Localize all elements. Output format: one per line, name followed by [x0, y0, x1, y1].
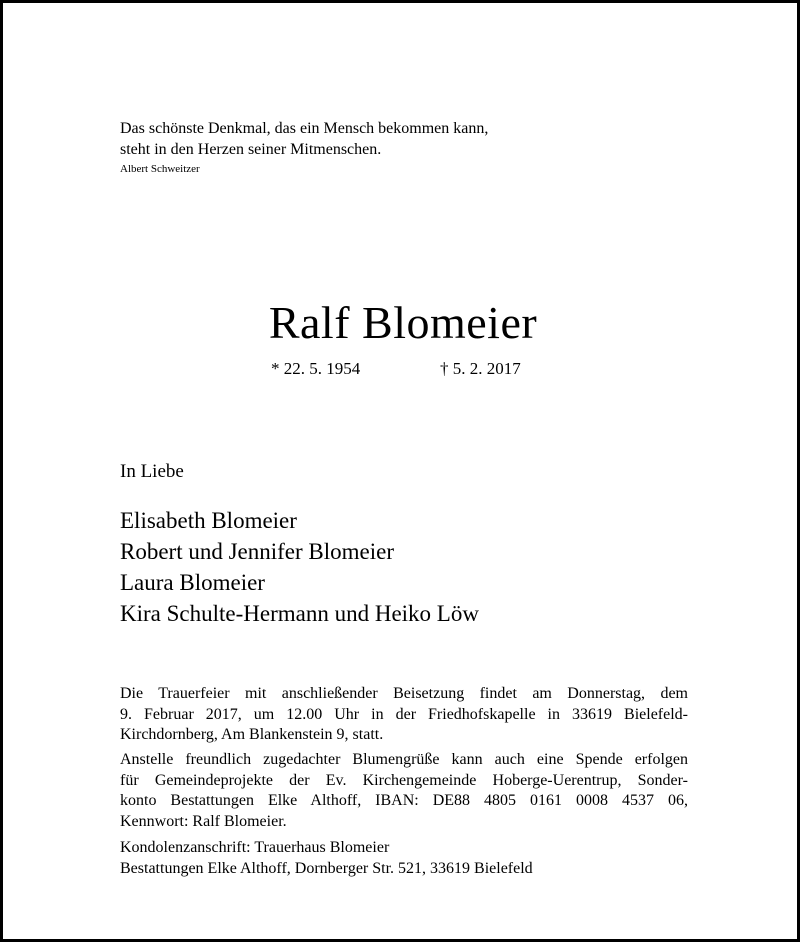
funeral-notice	[120, 684, 688, 746]
donation-notice-line: für Gemeindeprojekte der Ev. Kirchengemeinde Hoberge-Uerentrup, Sonder-	[120, 771, 688, 789]
quote-line: Das schönste Denkmal, das ein Mensch bekommen kann,	[120, 120, 489, 137]
mourners-list	[120, 505, 479, 629]
quote	[120, 118, 488, 160]
birth-date: * 22. 5. 1954	[271, 359, 361, 378]
condolence-address-line: Kondolenzanschrift: Trauerhaus Blomeier	[120, 839, 390, 856]
donation-notice-line: konto Bestattungen Elke Althoff, IBAN: DE88 4805 0161 0008 4537 06,	[120, 792, 688, 809]
mourner-name: Laura Blomeier	[120, 570, 265, 595]
funeral-notice-line: Kirchdornberg, Am Blankenstein 9, statt.	[120, 726, 384, 743]
donation-notice-line: Anstelle freundlich zugedachter Blumengrüße kann auch eine Spende erfolgen	[120, 751, 688, 768]
mourners-intro: In Liebe	[120, 461, 184, 482]
quote-line: steht in den Herzen seiner Mitmenschen.	[120, 141, 382, 158]
quote-author: Albert Schweitzer	[120, 163, 200, 175]
condolence-address	[120, 838, 688, 879]
mourner-name: Elisabeth Blomeier	[120, 508, 297, 533]
donation-notice	[120, 750, 688, 832]
mourner-name: Robert und Jennifer Blomeier	[120, 539, 395, 564]
death-date: † 5. 2. 2017	[440, 359, 521, 378]
donation-notice-line: Kennwort: Ralf Blomeier.	[120, 812, 287, 830]
funeral-notice-line: Die Trauerfeier mit anschließender Beisetzung findet am Donnerstag, dem	[120, 685, 688, 702]
funeral-notice-line: 9. Februar 2017, um 12.00 Uhr in der Friedhofskapelle in 33619 Bielefeld-	[120, 705, 688, 723]
condolence-address-line: Bestattungen Elke Althoff, Dornberger Str. 521, 33619 Bielefeld	[120, 859, 533, 877]
deceased-name: Ralf Blomeier	[268, 297, 538, 348]
mourner-name: Kira Schulte-Hermann und Heiko Löw	[120, 601, 479, 626]
